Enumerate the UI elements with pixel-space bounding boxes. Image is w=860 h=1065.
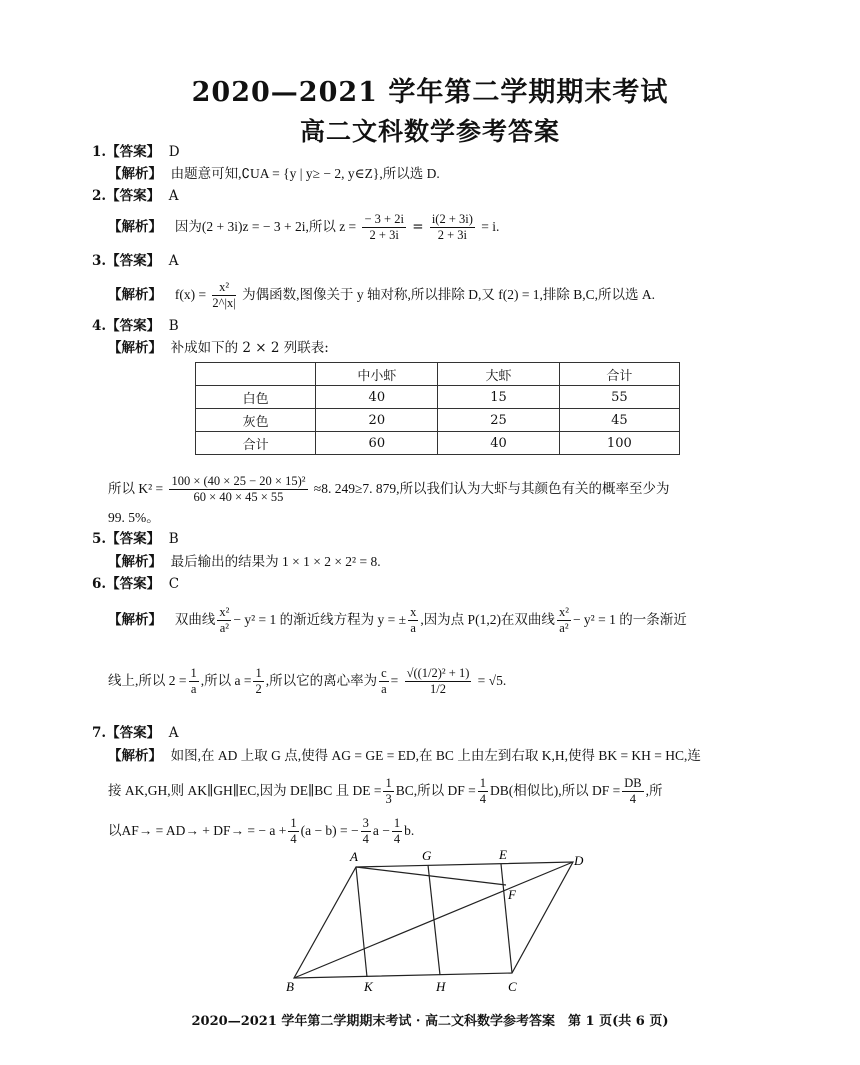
point-label-c: C (508, 979, 517, 994)
table-cell: 40 (316, 386, 438, 409)
point-label-h: H (436, 979, 446, 994)
q7-answer-row (92, 723, 178, 743)
answer-tag: 【答案】 (106, 725, 161, 741)
q7-analysis-line3 (108, 816, 414, 847)
analysis-tag: 【解析】 (108, 554, 162, 570)
q6-text: = √5. (477, 673, 507, 688)
q5-analysis-row (108, 552, 381, 572)
q7-text: ,所 (645, 783, 663, 798)
answer-tag: 【答案】 (106, 318, 161, 334)
table-cell: 55 (559, 386, 679, 409)
answer-tag: 【答案】 (106, 188, 161, 204)
q2-analysis-row (108, 212, 499, 243)
table-cell: 40 (438, 432, 559, 455)
q2-answer: A (168, 188, 179, 204)
q1-answer-row (92, 142, 180, 162)
q7-fraction: $\frac{1}{3}$ (385, 776, 392, 806)
page-title: 2020—2021 学年第二学期期末考试 (191, 77, 669, 108)
q7-text: a − (372, 823, 390, 838)
q6-text: 线上,所以 2 = (108, 673, 187, 688)
point-label-k: K (364, 979, 373, 994)
q7-text: b. (404, 823, 415, 838)
q3-analysis-row (108, 280, 655, 311)
q6-answer: C (168, 576, 180, 592)
analysis-tag: 【解析】 (108, 748, 162, 764)
q7-text: (a − b) = − (300, 823, 359, 838)
contingency-table (195, 362, 680, 455)
q6-text: 双曲线 (174, 612, 216, 628)
q5-number: 5. (92, 531, 107, 547)
q7-fraction: $\frac{1}{4}$ (393, 816, 401, 846)
table-cell: 15 (438, 386, 559, 409)
table-cell: 灰色 (196, 409, 316, 432)
q6-fraction: $\frac{x}{a}$ (410, 605, 417, 635)
q2-fraction-1: $\frac{- 3 + 2i}{2 + 3i}$ (364, 212, 404, 242)
q7-fraction: $\frac{DB}{4}$ (624, 776, 642, 806)
q4-k-tail: 99. 5%。 (108, 510, 160, 525)
table-header-cell: 大虾 (438, 363, 559, 386)
q7-fraction: $\frac{1}{4}$ (290, 816, 297, 846)
table-header-cell: 中小虾 (316, 363, 438, 386)
q7-fraction: $\frac{3}{4}$ (362, 816, 369, 846)
q1-number: 1. (92, 144, 107, 160)
table-row (196, 386, 680, 409)
table-row (196, 432, 680, 455)
q2-text-post: = i. (481, 219, 500, 234)
table-header-cell (196, 363, 316, 386)
q6-text: ,所以 a = (200, 673, 252, 688)
answer-tag: 【答案】 (106, 144, 161, 160)
q6-text: − y² = 1 的渐近线方程为 y = ± (233, 612, 407, 627)
segment-ak (356, 867, 367, 977)
table-cell: 合计 (196, 432, 316, 455)
q2-eq: = (412, 219, 424, 235)
parallelogram-figure (280, 845, 600, 995)
q6-text: ,所以它的离心率为 (265, 673, 378, 688)
q4-intro: 补成如下的 2 × 2 列联表: (170, 340, 329, 356)
table-cell: 20 (316, 409, 438, 432)
q3-text-post: 为偶函数,图像关于 y 轴对称,所以排除 D,又 f(2) = 1,排除 B,C,所以选 A. (242, 287, 656, 302)
analysis-tag: 【解析】 (108, 287, 162, 303)
answer-tag: 【答案】 (106, 576, 161, 592)
q6-answer-row (92, 574, 179, 594)
q5-answer-row (92, 529, 179, 549)
q4-k-post: ≈8. 249≥7. 879,所以我们认为大虾与其颜色有关的概率至少为 (313, 481, 670, 496)
q6-fraction: $\frac{\text{x²}}{\text{a²}}$ (219, 605, 230, 635)
q3-number: 3. (92, 253, 107, 269)
q6-analysis-line2 (108, 666, 506, 697)
q5-analysis: 最后输出的结果为 1 × 1 × 2 × 2² = 8. (170, 554, 381, 569)
q2-fraction-2: $\frac{i(2 + 3i)}{2 + 3i}$ (431, 212, 473, 242)
point-label-b: B (286, 979, 294, 994)
table-cell: 白色 (196, 386, 316, 409)
q6-eccentricity-fraction: $\frac{\text{√((1/2)² + 1)}}{1/2}$ (406, 666, 470, 696)
q4-answer: B (168, 318, 179, 334)
q7-analysis-line2 (108, 776, 662, 807)
q6-fraction: $\frac{c}{a}$ (381, 666, 387, 696)
q4-answer-row (92, 316, 179, 336)
segment-ec (501, 864, 512, 973)
q6-number: 6. (92, 576, 107, 592)
q6-analysis-line1 (108, 605, 687, 636)
table-header-row (196, 363, 680, 386)
q7-analysis-line1 (108, 746, 701, 766)
analysis-tag: 【解析】 (108, 612, 162, 628)
q3-answer-row (92, 251, 178, 271)
point-label-a: A (350, 849, 358, 864)
q1-answer: D (168, 144, 180, 160)
q2-text-pre: 因为(2 + 3i)z = − 3 + 2i,所以 z = (174, 219, 357, 234)
table-cell: 60 (316, 432, 438, 455)
q1-analysis-row (108, 164, 440, 184)
q2-number: 2. (92, 188, 107, 204)
answer-tag: 【答案】 (106, 253, 161, 269)
table-cell: 45 (559, 409, 679, 432)
analysis-tag: 【解析】 (108, 219, 162, 235)
segment-gh (428, 865, 440, 975)
q7-answer: A (168, 725, 179, 741)
q7-number: 7. (92, 725, 107, 741)
table-header-cell: 合计 (559, 363, 679, 386)
q4-k-fraction: $\frac{\text{100 × (40 × 25 − 20 × 15)²}}{60 \times 40 \times 45 \times 55}$ (171, 474, 306, 504)
q6-text: = (390, 673, 399, 688)
q4-k-row (108, 474, 670, 505)
q3-fraction: $\frac{\text{x²}}{2\^{}|x|}$ (212, 280, 236, 310)
point-label-d: D (574, 853, 584, 868)
q3-answer: A (168, 253, 179, 269)
q7-text: 以AF→ = AD→ + DF→ = − a + (108, 823, 287, 838)
q1-analysis: 由题意可知,∁UA = {y | y≥ − 2, y∈Z},所以选 D. (170, 166, 440, 181)
q4-k-pre: 所以 K² = (108, 481, 164, 496)
q3-text-pre: f(x) = (174, 287, 207, 302)
point-label-e: E (499, 847, 507, 862)
q7-text: 接 AK,GH,则 AK∥GH∥EC,因为 DE∥BC 且 DE = (108, 783, 382, 798)
q5-answer: B (168, 531, 179, 547)
table-row (196, 409, 680, 432)
q6-fraction: $\frac{1}{a}$ (190, 666, 197, 696)
q6-text: ,因为点 P(1,2)在双曲线 (420, 612, 555, 627)
q7-text: 如图,在 AD 上取 G 点,使得 AG = GE = ED,在 BC 上由左到右取 K,H,使得 BK = KH = HC,连 (170, 748, 701, 763)
analysis-tag: 【解析】 (108, 340, 162, 356)
analysis-tag: 【解析】 (108, 166, 162, 182)
point-label-f: F (508, 887, 516, 902)
table-cell: 25 (438, 409, 559, 432)
q7-fraction: $\frac{1}{4}$ (479, 776, 486, 806)
page-subtitle: 高二文科数学参考答案 (299, 117, 560, 146)
q6-fraction: $\frac{\text{x²}}{\text{a²}}$ (558, 605, 569, 635)
table-cell: 100 (559, 432, 679, 455)
page-footer: 2020—2021 学年第二学期期末考试 · 高二文科数学参考答案 第 1 页(共 6 页) (191, 1014, 669, 1029)
q4-analysis-row (108, 338, 329, 358)
q4-number: 4. (92, 318, 107, 334)
q7-text: DB(相似比),所以 DF = (489, 783, 621, 798)
answer-tag: 【答案】 (106, 531, 161, 547)
point-label-g: G (422, 848, 432, 863)
q6-text: − y² = 1 的一条渐近 (572, 612, 687, 627)
q6-fraction: $\frac{1}{2}$ (255, 666, 262, 696)
segment-af (356, 867, 506, 885)
q7-text: BC,所以 DF = (395, 783, 476, 798)
q2-answer-row (92, 186, 178, 206)
